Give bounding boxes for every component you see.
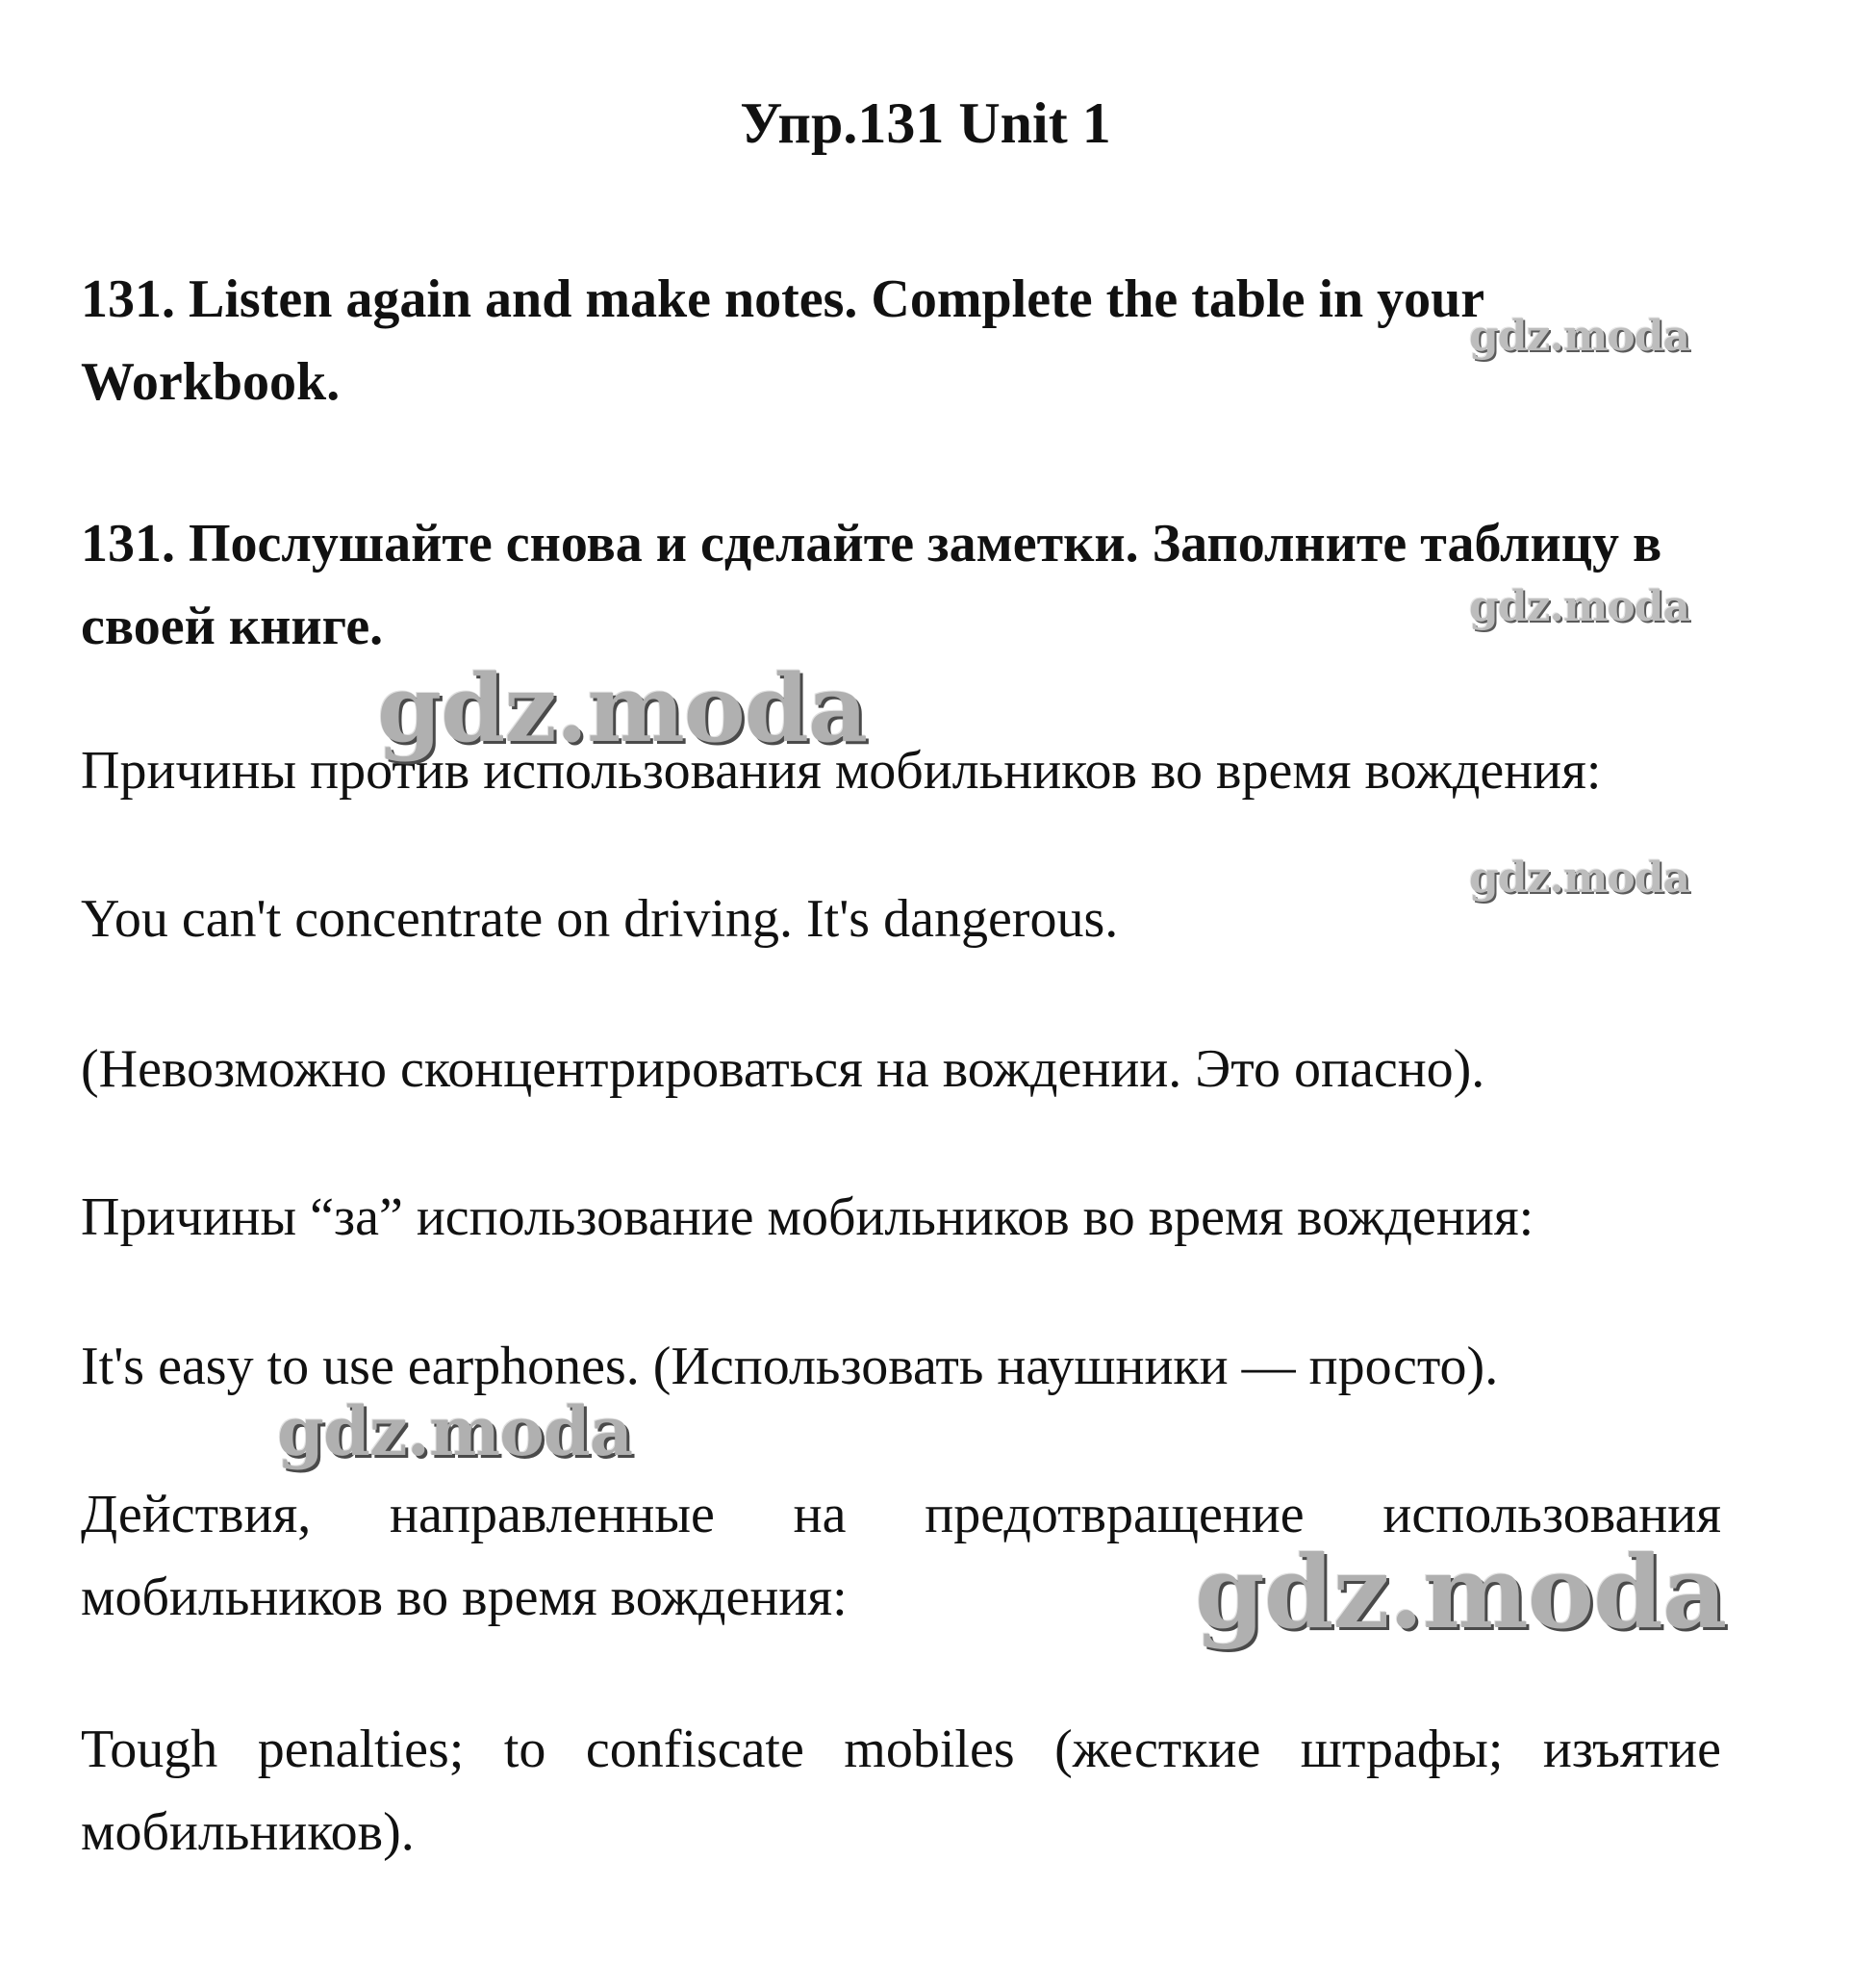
section-heading-against: Причины против использования мобильников во время вождения: <box>81 741 1602 801</box>
watermark: gdz.moda <box>1469 312 1690 361</box>
section-heading-for: Причины “за” использование мобильников во время вождения: <box>81 1187 1534 1247</box>
answer-against-ru: (Невозможно сконцентрироваться на вождении. Это опасно). <box>81 1039 1485 1099</box>
watermark: gdz.moda <box>1195 1533 1727 1651</box>
page-title: Упр.131 Unit 1 <box>740 91 1111 155</box>
watermark: gdz.moda <box>377 654 868 763</box>
task-english: 131. Listen again and make notes. Complete the table in your Workbook. <box>81 269 1484 412</box>
answer-actions: Tough penalties; to confiscate mobiles (жесткие штрафы; изъятие мобильников). <box>81 1720 1721 1862</box>
answer-for: It's easy to use earphones. (Использовать наушники — просто). <box>81 1337 1499 1396</box>
task-russian: 131. Послушайте снова и сделайте заметки. Заполните таблицу в своей книге. <box>81 514 1662 656</box>
watermark: gdz.moda <box>1469 854 1690 903</box>
watermark: gdz.moda <box>1469 582 1690 631</box>
answer-against-en: You can't concentrate on driving. It's dangerous. <box>81 889 1119 949</box>
watermark: gdz.moda <box>277 1391 633 1471</box>
section-heading-actions: Действия, направленные на предотвращение использования мобильников во время вождения: <box>81 1485 1721 1627</box>
